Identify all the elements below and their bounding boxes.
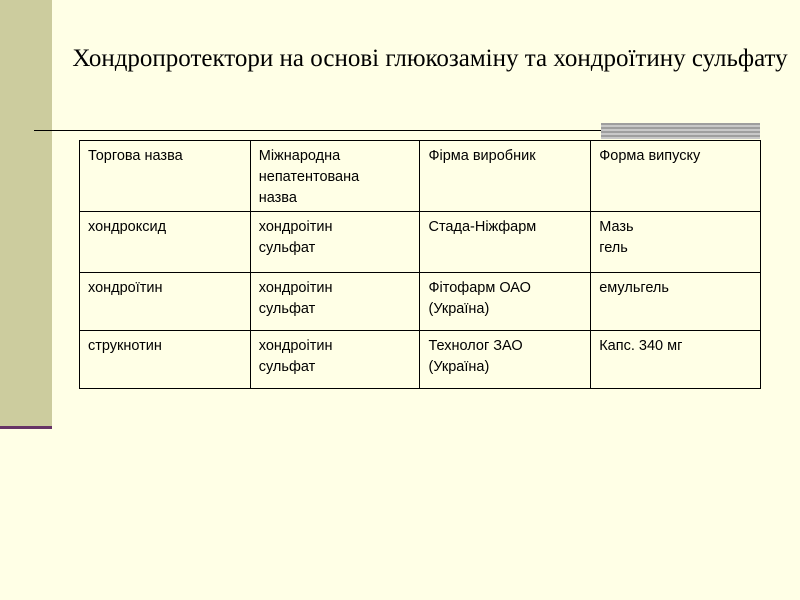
header-cell-inn: Міжнародна непатентована назва bbox=[250, 141, 420, 212]
table-header-row bbox=[80, 141, 761, 212]
side-decor-bar bbox=[0, 0, 52, 426]
table-cell: Капс. 340 мг bbox=[591, 331, 761, 389]
drug-table bbox=[79, 140, 761, 389]
table-cell: Мазь гель bbox=[591, 212, 761, 273]
slide-title: Хондропротектори на основі глюкозаміну та хондроїтину сульфату bbox=[72, 45, 788, 72]
table-cell: струкнотин bbox=[80, 331, 251, 389]
table-cell: хондроітин сульфат bbox=[250, 212, 420, 273]
table-cell: хондроксид bbox=[80, 212, 251, 273]
hatched-decor-band bbox=[601, 123, 760, 139]
header-cell-trade-name: Торгова назва bbox=[80, 141, 251, 212]
table-cell: емульгель bbox=[591, 273, 761, 331]
table-cell: хондроїтин bbox=[80, 273, 251, 331]
header-cell-dosage-form: Форма випуску bbox=[591, 141, 761, 212]
table-cell: Технолог ЗАО (Україна) bbox=[420, 331, 591, 389]
side-decor-bar-edge bbox=[0, 426, 52, 429]
table-cell: хондроітин сульфат bbox=[250, 331, 420, 389]
table-cell: Стада-Ніжфарм bbox=[420, 212, 591, 273]
table-row bbox=[80, 273, 761, 331]
table-cell: Фітофарм ОАО (Україна) bbox=[420, 273, 591, 331]
header-cell-manufacturer: Фірма виробник bbox=[420, 141, 591, 212]
table-row bbox=[80, 212, 761, 273]
table-cell: хондроітин сульфат bbox=[250, 273, 420, 331]
table-row bbox=[80, 331, 761, 389]
